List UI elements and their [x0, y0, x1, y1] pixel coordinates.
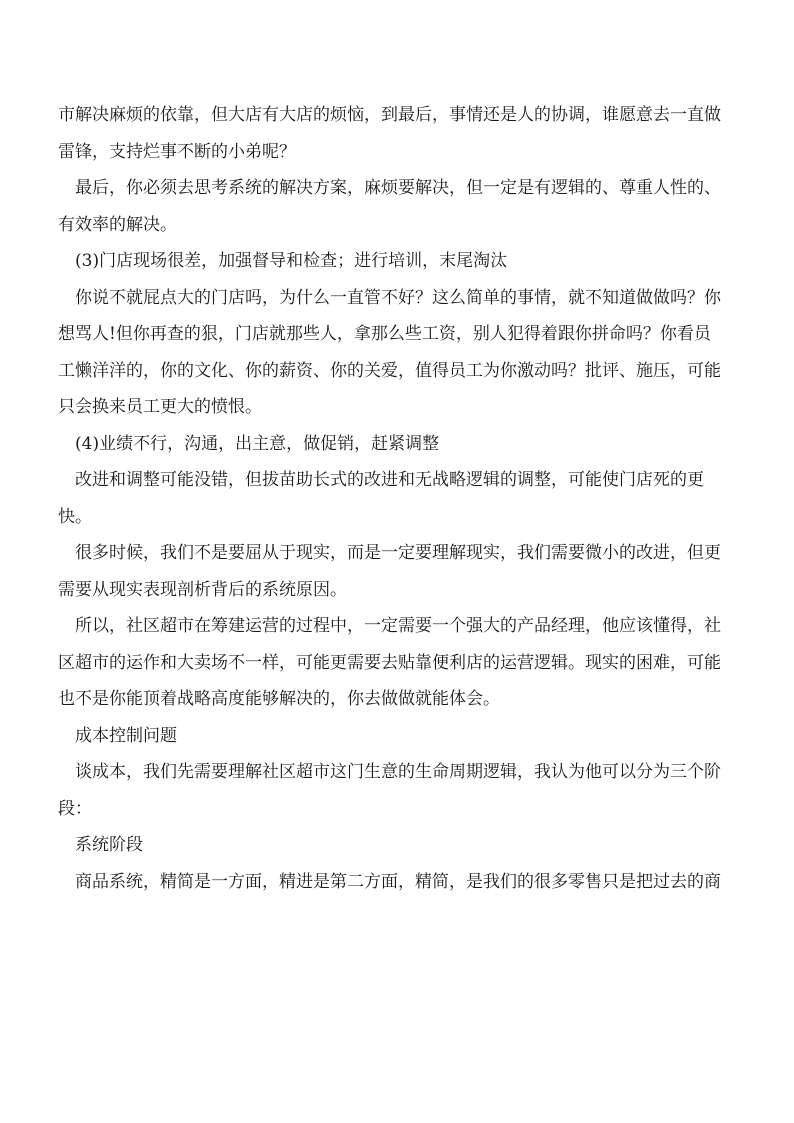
text-line: 谈成本，我们先需要理解社区超市这门生意的生命周期逻辑，我认为他可以分为三个阶: [75, 762, 721, 782]
text-line: 区超市的运作和大卖场不一样，可能更需要去贴靠便利店的运营逻辑。现实的困难，可能: [58, 652, 721, 673]
body-text: [58, 97, 748, 900]
paragraph-2: [58, 170, 748, 243]
text-line: 有效率的解决。: [58, 214, 177, 235]
text-line: 只会换来员工更大的愤恨。: [58, 397, 262, 417]
text-line: 所以，社区超市在筹建运营的过程中，一定需要一个强大的产品经理，他应该懂得，社: [75, 616, 721, 636]
paragraph-12: [58, 864, 748, 901]
text-line: 很多时候，我们不是要屈从于现实，而是一定要理解现实，我们需要微小的改进，但更: [75, 543, 721, 563]
text-line: 雷锋，支持烂事不断的小弟呢？: [58, 141, 296, 162]
text-line: 最后，你必须去思考系统的解决方案，麻烦要解决，但一定是有逻辑的、尊重人性的、: [75, 178, 721, 198]
paragraph-4: [58, 280, 748, 426]
text-line: 改进和调整可能没错，但拔苗助长式的改进和无战略逻辑的调整，可能使门店死的更: [75, 470, 704, 490]
heading-point-4: [58, 426, 748, 463]
text-line: 也不是你能顶着战略高度能够解决的，你去做做就能体会。: [58, 689, 500, 709]
text-line: 想骂人!但你再查的狠，门店就那些人，拿那么些工资，别人犯得着跟你拼命吗？你看员: [58, 324, 711, 344]
text-line: 需要从现实表现剖析背后的系统原因。: [58, 579, 347, 600]
paragraph-1: [58, 97, 748, 170]
section-heading-cost-control: [58, 718, 748, 755]
text-line: 商品系统，精简是一方面，精进是第二方面，精简，是我们的很多零售只是把过去的商: [75, 871, 721, 892]
text-line: (3)门店现场很差，加强督导和检查；进行培训，末尾淘汰: [75, 251, 508, 271]
paragraph-6: [58, 462, 748, 535]
text-line: 你说不就屁点大的门店吗，为什么一直管不好？这么简单的事情，就不知道做做吗？你: [75, 287, 721, 308]
text-line: 工懒洋洋的，你的文化、你的薪资、你的关爱，值得员工为你激动吗？批评、施压，可能: [58, 360, 721, 381]
paragraph-10: [58, 754, 748, 827]
section-heading-system-stage: [58, 827, 748, 864]
text-line: 系统阶段: [75, 835, 143, 855]
text-line: 段：: [58, 798, 92, 819]
text-line: (4)业绩不行，沟通，出主意，做促销，赶紧调整: [75, 433, 440, 454]
text-line: 市解决麻烦的依靠，但大店有大店的烦恼，到最后，事情还是人的协调，谁愿意去一直做: [58, 105, 721, 125]
paragraph-8: [58, 608, 748, 718]
text-line: 快。: [58, 506, 92, 527]
paragraph-7: [58, 535, 748, 608]
text-line: 成本控制问题: [75, 725, 177, 746]
heading-point-3: [58, 243, 748, 280]
